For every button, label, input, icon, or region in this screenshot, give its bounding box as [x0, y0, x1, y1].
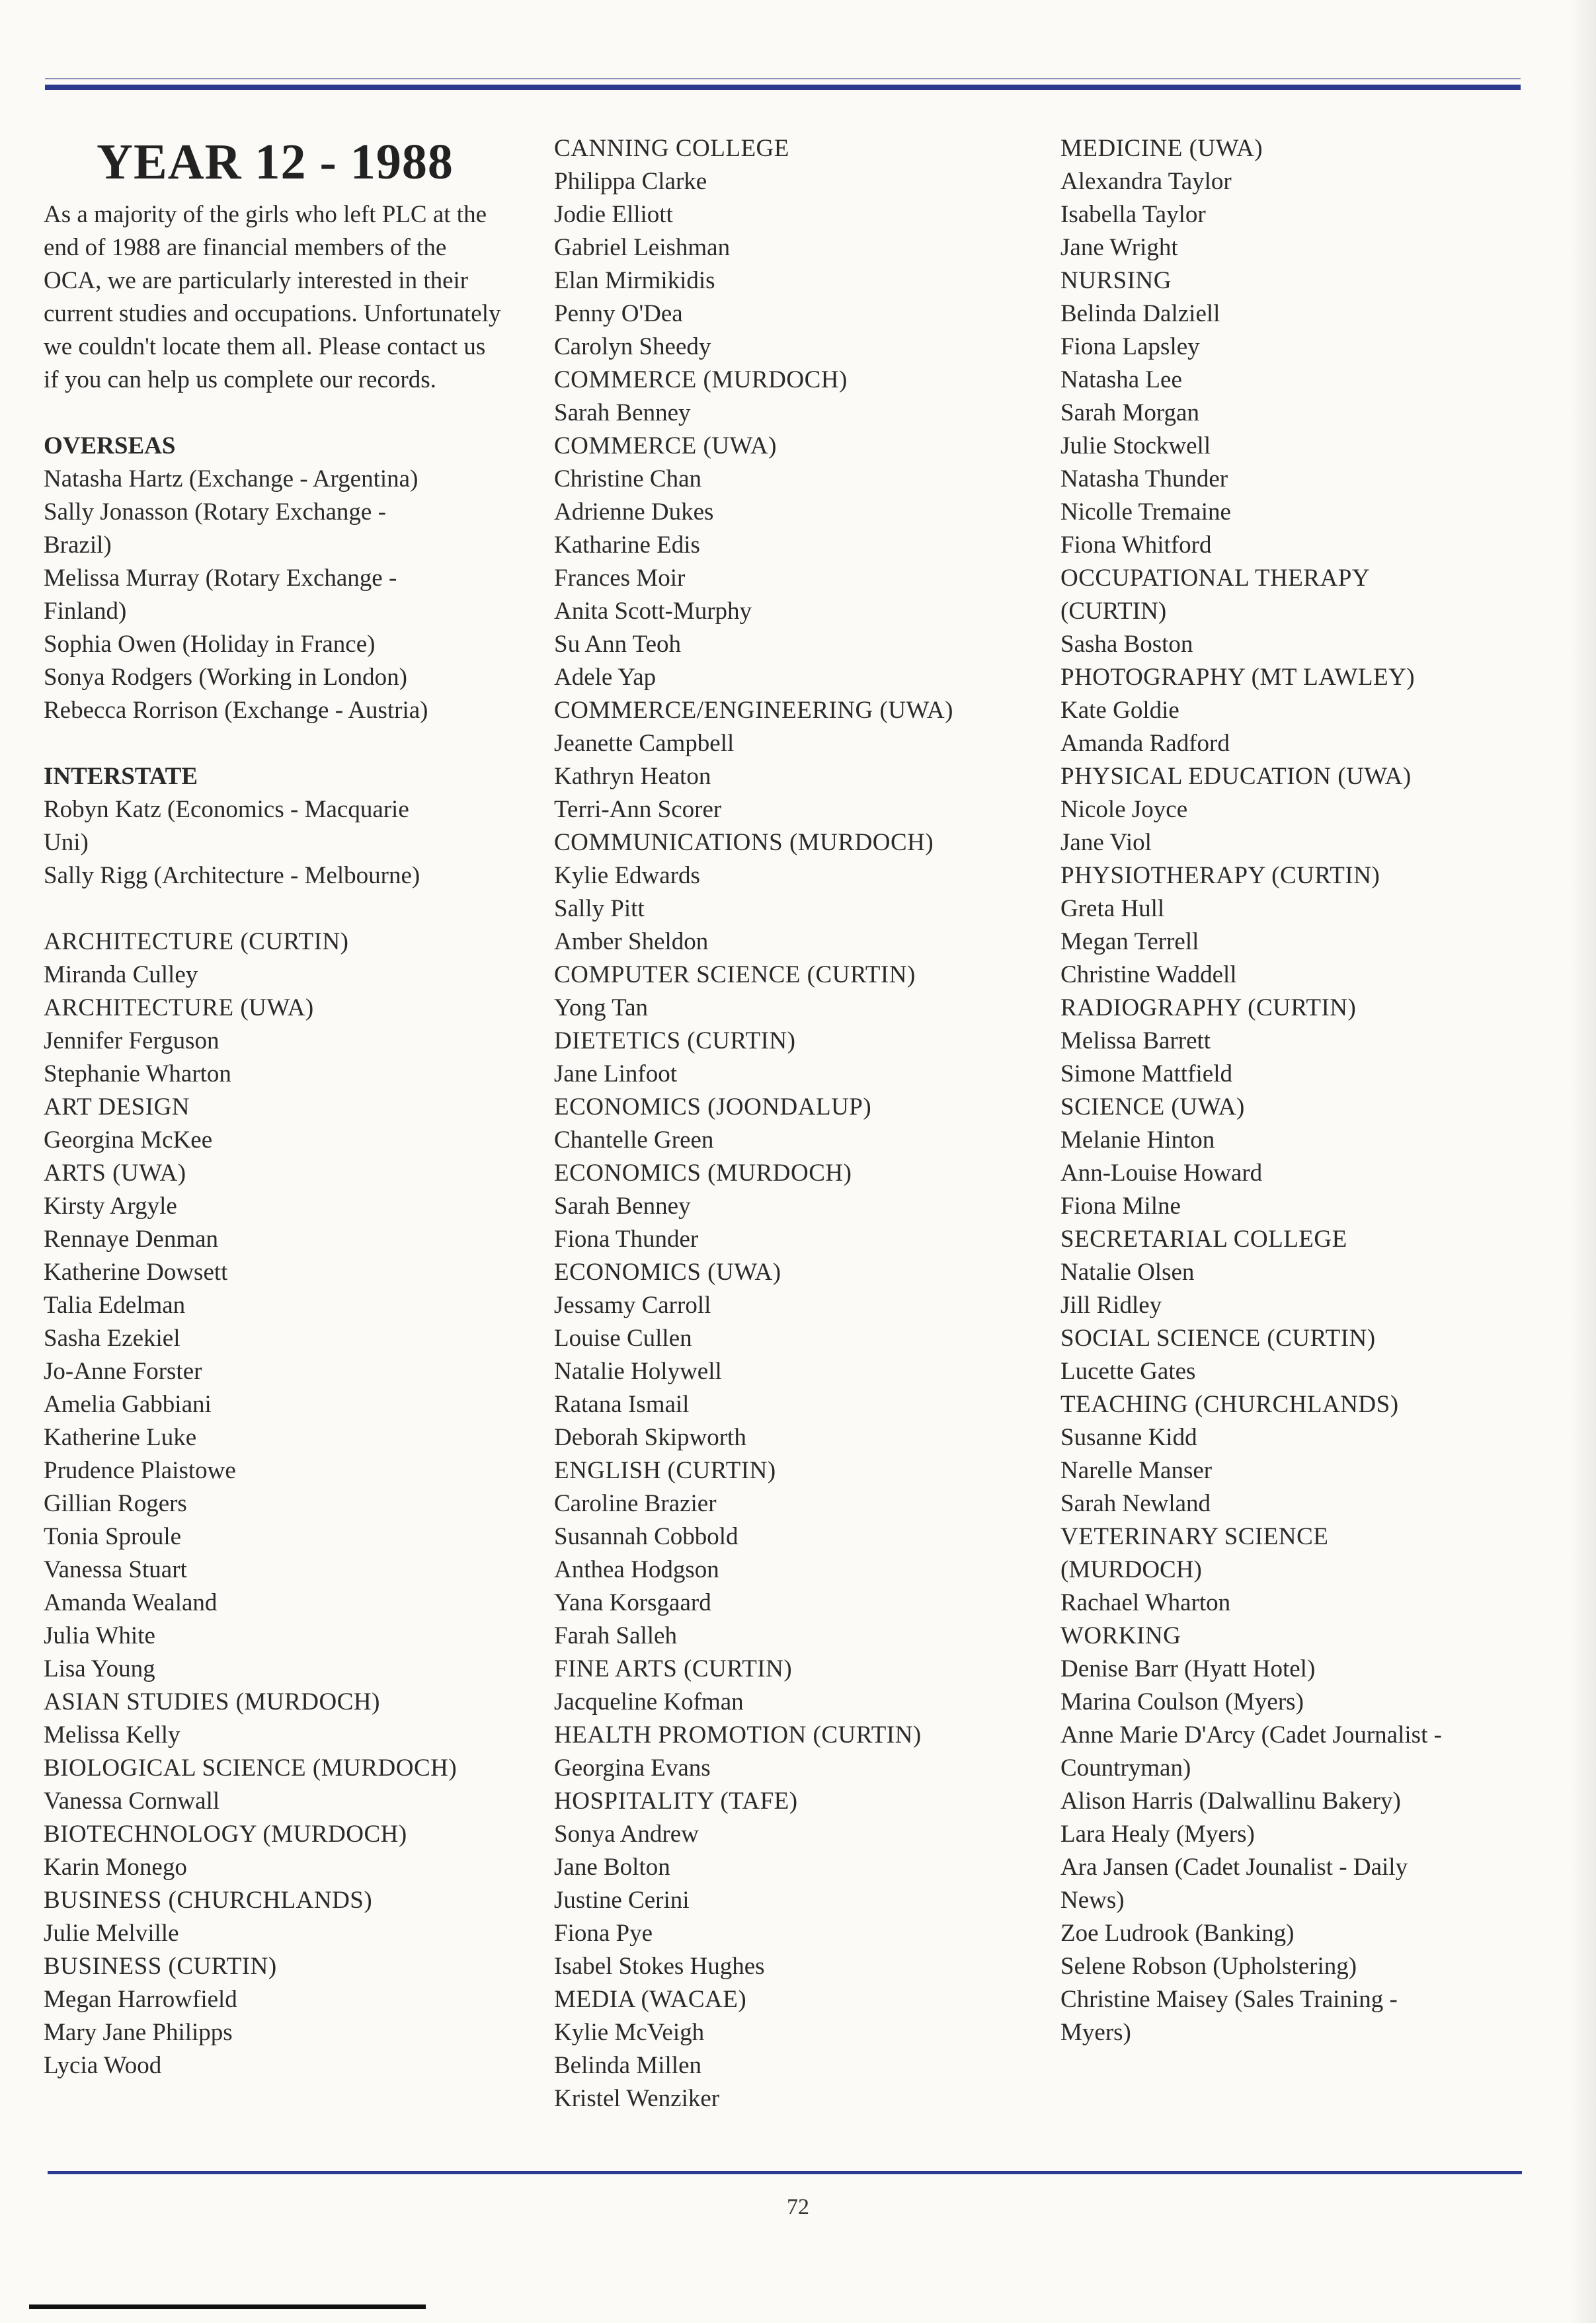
list-item: Sonya Andrew: [554, 1821, 699, 1848]
list-item: Megan Harrowfield: [44, 1986, 237, 2013]
course-heading: COMMERCE (UWA): [554, 432, 777, 459]
list-item: Jill Ridley: [1060, 1292, 1162, 1319]
course-heading: HEALTH PROMOTION (CURTIN): [554, 1721, 922, 1749]
list-item: Selene Robson (Upholstering): [1060, 1953, 1357, 1980]
list-item: Jane Bolton: [554, 1854, 670, 1881]
list-item: Gillian Rogers: [44, 1490, 187, 1517]
course-heading: PHYSICAL EDUCATION (UWA): [1060, 763, 1412, 790]
list-item: Countryman): [1060, 1754, 1191, 1782]
column-2-list: [554, 132, 1030, 2115]
course-heading: BUSINESS (CURTIN): [44, 1953, 277, 1980]
list-item: Sarah Newland: [1060, 1490, 1211, 1517]
list-item: Katharine Edis: [554, 532, 700, 559]
list-item: Amber Sheldon: [554, 928, 709, 955]
overseas-heading: OVERSEAS: [44, 432, 176, 459]
list-item: Belinda Millen: [554, 2052, 701, 2079]
list-item: Ara Jansen (Cadet Jounalist - Daily: [1060, 1854, 1408, 1881]
list-item: Kristel Wenziker: [554, 2085, 720, 2112]
list-item: Sarah Morgan: [1060, 399, 1199, 426]
course-heading: NURSING: [1060, 267, 1172, 294]
list-item: News): [1060, 1887, 1125, 1914]
list-item: Farah Salleh: [554, 1622, 677, 1649]
list-item: Natasha Lee: [1060, 366, 1182, 393]
list-item: Sasha Boston: [1060, 631, 1193, 658]
list-item: Ann-Louise Howard: [1060, 1160, 1263, 1187]
list-item: Frances Moir: [554, 565, 686, 592]
list-item: Lisa Young: [44, 1655, 155, 1682]
course-heading: BIOLOGICAL SCIENCE (MURDOCH): [44, 1754, 458, 1782]
list-item: Fiona Whitford: [1060, 532, 1212, 559]
list-item: Jane Viol: [1060, 829, 1152, 856]
overseas-line: Melissa Murray (Rotary Exchange -: [44, 565, 397, 592]
list-item: Karin Monego: [44, 1854, 187, 1881]
list-item: Jennifer Ferguson: [44, 1027, 219, 1054]
list-item: Anne Marie D'Arcy (Cadet Journalist -: [1060, 1721, 1442, 1749]
list-item: Julia White: [44, 1622, 155, 1649]
course-heading: COMMERCE (MURDOCH): [554, 366, 848, 393]
course-heading: ECONOMICS (JOONDALUP): [554, 1093, 872, 1121]
list-item: Melissa Barrett: [1060, 1027, 1211, 1054]
list-item: Philippa Clarke: [554, 168, 707, 195]
course-heading: FINE ARTS (CURTIN): [554, 1655, 793, 1682]
course-heading: SECRETARIAL COLLEGE: [1060, 1226, 1347, 1253]
course-heading: COMPUTER SCIENCE (CURTIN): [554, 961, 916, 988]
list-item: Amanda Wealand: [44, 1589, 218, 1616]
list-item: Georgina McKee: [44, 1126, 213, 1154]
list-item: Melissa Kelly: [44, 1721, 180, 1749]
list-item: Amelia Gabbiani: [44, 1391, 212, 1418]
column-1: [44, 132, 506, 2082]
list-item: Kirsty Argyle: [44, 1193, 177, 1220]
course-heading: PHOTOGRAPHY (MT LAWLEY): [1060, 664, 1416, 691]
page-edge-shadow: [1570, 0, 1596, 2323]
course-heading: ARCHITECTURE (UWA): [44, 994, 314, 1021]
bottom-rule: [48, 2171, 1522, 2174]
list-item: Jacqueline Kofman: [554, 1688, 744, 1715]
list-item: Chantelle Green: [554, 1126, 714, 1154]
list-item: Nicole Joyce: [1060, 796, 1188, 823]
list-item: Myers): [1060, 2019, 1131, 2046]
list-item: (MURDOCH): [1060, 1556, 1202, 1583]
list-item: Christine Waddell: [1060, 961, 1237, 988]
scan-edge-mark: [29, 2304, 426, 2309]
course-heading: ECONOMICS (UWA): [554, 1259, 781, 1286]
course-heading: CANNING COLLEGE: [554, 135, 789, 162]
list-item: Prudence Plaistowe: [44, 1457, 236, 1484]
list-item: Jane Wright: [1060, 234, 1178, 261]
page-title: YEAR 12 - 1988: [97, 134, 454, 190]
list-item: Natalie Olsen: [1060, 1259, 1195, 1286]
list-item: Narelle Manser: [1060, 1457, 1213, 1484]
overseas-line: Sophia Owen (Holiday in France): [44, 631, 376, 658]
list-item: Alison Harris (Dalwallinu Bakery): [1060, 1788, 1401, 1815]
list-item: Jeanette Campbell: [554, 730, 735, 757]
list-item: Rennaye Denman: [44, 1226, 219, 1253]
list-item: Sarah Benney: [554, 1193, 691, 1220]
overseas-line: Sonya Rodgers (Working in London): [44, 664, 407, 691]
list-item: Zoe Ludrook (Banking): [1060, 1920, 1295, 1947]
list-item: Jane Linfoot: [554, 1060, 677, 1087]
list-item: Nicolle Tremaine: [1060, 498, 1231, 526]
list-item: Susannah Cobbold: [554, 1523, 738, 1550]
list-item: Lucette Gates: [1060, 1358, 1196, 1385]
list-item: Yana Korsgaard: [554, 1589, 711, 1616]
list-item: Stephanie Wharton: [44, 1060, 231, 1087]
list-item: Jodie Elliott: [554, 201, 673, 228]
list-item: Megan Terrell: [1060, 928, 1199, 955]
interstate-section: [44, 760, 506, 892]
intro-paragraph: As a majority of the girls who left PLC at the end of 1988 are financial members of the OCA, we are particularly interested in their current studies and occupations. Unfortunately we couldn't locate them all. Please contact us if you can help us complete our records.: [44, 201, 501, 393]
overseas-section: [44, 430, 506, 727]
course-heading: COMMERCE/ENGINEERING (UWA): [554, 697, 953, 724]
list-item: Elan Mirmikidis: [554, 267, 715, 294]
course-heading: OCCUPATIONAL THERAPY: [1060, 565, 1371, 592]
list-item: (CURTIN): [1060, 598, 1167, 625]
list-item: Georgina Evans: [554, 1754, 711, 1782]
column-3-list: [1060, 132, 1523, 2049]
list-item: Su Ann Teoh: [554, 631, 682, 658]
list-item: Miranda Culley: [44, 961, 198, 988]
list-item: Kylie McVeigh: [554, 2019, 705, 2046]
top-rule: [45, 85, 1521, 90]
interstate-line: Sally Rigg (Architecture - Melbourne): [44, 862, 420, 889]
list-item: Jessamy Carroll: [554, 1292, 711, 1319]
interstate-line: Uni): [44, 829, 89, 856]
list-item: Isabel Stokes Hughes: [554, 1953, 765, 1980]
list-item: Katherine Dowsett: [44, 1259, 228, 1286]
list-item: Fiona Pye: [554, 1920, 653, 1947]
course-heading: COMMUNICATIONS (MURDOCH): [554, 829, 934, 856]
course-heading: ASIAN STUDIES (MURDOCH): [44, 1688, 380, 1715]
course-heading: ARCHITECTURE (CURTIN): [44, 928, 349, 955]
course-heading: MEDIA (WACAE): [554, 1986, 747, 2013]
course-heading: DIETETICS (CURTIN): [554, 1027, 796, 1054]
interstate-line: Robyn Katz (Economics - Macquarie: [44, 796, 409, 823]
list-item: Fiona Thunder: [554, 1226, 699, 1253]
course-heading: PHYSIOTHERAPY (CURTIN): [1060, 862, 1380, 889]
overseas-line: Sally Jonasson (Rotary Exchange -: [44, 498, 386, 526]
list-item: Kathryn Heaton: [554, 763, 711, 790]
list-item: Adele Yap: [554, 664, 657, 691]
list-item: Louise Cullen: [554, 1325, 692, 1352]
list-item: Terri-Ann Scorer: [554, 796, 722, 823]
list-item: Christine Chan: [554, 465, 702, 492]
list-item: Kylie Edwards: [554, 862, 700, 889]
list-item: Katherine Luke: [44, 1424, 197, 1451]
interstate-heading: INTERSTATE: [44, 763, 198, 790]
course-heading: HOSPITALITY (TAFE): [554, 1788, 798, 1815]
list-item: Gabriel Leishman: [554, 234, 731, 261]
course-heading: BUSINESS (CHURCHLANDS): [44, 1887, 373, 1914]
list-item: Julie Stockwell: [1060, 432, 1211, 459]
list-item: Lycia Wood: [44, 2052, 162, 2079]
list-item: Vanessa Stuart: [44, 1556, 187, 1583]
course-heading: SCIENCE (UWA): [1060, 1093, 1245, 1121]
column-2: [554, 132, 1030, 2115]
list-item: Yong Tan: [554, 994, 649, 1021]
course-heading: RADIOGRAPHY (CURTIN): [1060, 994, 1357, 1021]
list-item: Mary Jane Philipps: [44, 2019, 233, 2046]
list-item: Christine Maisey (Sales Training -: [1060, 1986, 1398, 2013]
list-item: Ratana Ismail: [554, 1391, 690, 1418]
list-item: Amanda Radford: [1060, 730, 1230, 757]
course-heading: MEDICINE (UWA): [1060, 135, 1263, 162]
overseas-line: Brazil): [44, 532, 112, 559]
course-heading: ECONOMICS (MURDOCH): [554, 1160, 852, 1187]
list-item: Vanessa Cornwall: [44, 1788, 220, 1815]
overseas-line: Finland): [44, 598, 127, 625]
list-item: Melanie Hinton: [1060, 1126, 1215, 1154]
top-rule-thin: [45, 78, 1521, 79]
list-item: Tonia Sproule: [44, 1523, 182, 1550]
list-item: Talia Edelman: [44, 1292, 186, 1319]
list-item: Denise Barr (Hyatt Hotel): [1060, 1655, 1316, 1682]
list-item: Julie Melville: [44, 1920, 179, 1947]
list-item: Alexandra Taylor: [1060, 168, 1232, 195]
course-heading: WORKING: [1060, 1622, 1181, 1649]
course-heading: TEACHING (CHURCHLANDS): [1060, 1391, 1399, 1418]
course-heading: ENGLISH (CURTIN): [554, 1457, 776, 1484]
list-item: Adrienne Dukes: [554, 498, 714, 526]
list-item: Fiona Lapsley: [1060, 333, 1200, 360]
list-item: Sarah Benney: [554, 399, 691, 426]
list-item: Natasha Thunder: [1060, 465, 1228, 492]
list-item: Sally Pitt: [554, 895, 645, 922]
list-item: Justine Cerini: [554, 1887, 690, 1914]
list-item: Anthea Hodgson: [554, 1556, 719, 1583]
list-item: Marina Coulson (Myers): [1060, 1688, 1304, 1715]
column-1-list: [44, 925, 506, 2082]
list-item: Carolyn Sheedy: [554, 333, 711, 360]
list-item: Kate Goldie: [1060, 697, 1179, 724]
course-heading: ART DESIGN: [44, 1093, 190, 1121]
overseas-line: Rebecca Rorrison (Exchange - Austria): [44, 697, 428, 724]
list-item: Jo-Anne Forster: [44, 1358, 202, 1385]
list-item: Anita Scott-Murphy: [554, 598, 752, 625]
list-item: Susanne Kidd: [1060, 1424, 1197, 1451]
list-item: Natalie Holywell: [554, 1358, 722, 1385]
page-number: 72: [787, 2195, 809, 2219]
course-heading: VETERINARY SCIENCE: [1060, 1523, 1329, 1550]
course-heading: SOCIAL SCIENCE (CURTIN): [1060, 1325, 1376, 1352]
column-3: [1060, 132, 1523, 2049]
list-item: Deborah Skipworth: [554, 1424, 746, 1451]
list-item: Belinda Dalziell: [1060, 300, 1220, 327]
course-heading: BIOTECHNOLOGY (MURDOCH): [44, 1821, 407, 1848]
list-item: Isabella Taylor: [1060, 201, 1206, 228]
course-heading: ARTS (UWA): [44, 1160, 186, 1187]
list-item: Sasha Ezekiel: [44, 1325, 180, 1352]
list-item: Greta Hull: [1060, 895, 1165, 922]
list-item: Rachael Wharton: [1060, 1589, 1231, 1616]
overseas-line: Natasha Hartz (Exchange - Argentina): [44, 465, 419, 492]
list-item: Penny O'Dea: [554, 300, 683, 327]
list-item: Caroline Brazier: [554, 1490, 717, 1517]
list-item: Lara Healy (Myers): [1060, 1821, 1255, 1848]
list-item: Fiona Milne: [1060, 1193, 1181, 1220]
list-item: Simone Mattfield: [1060, 1060, 1232, 1087]
